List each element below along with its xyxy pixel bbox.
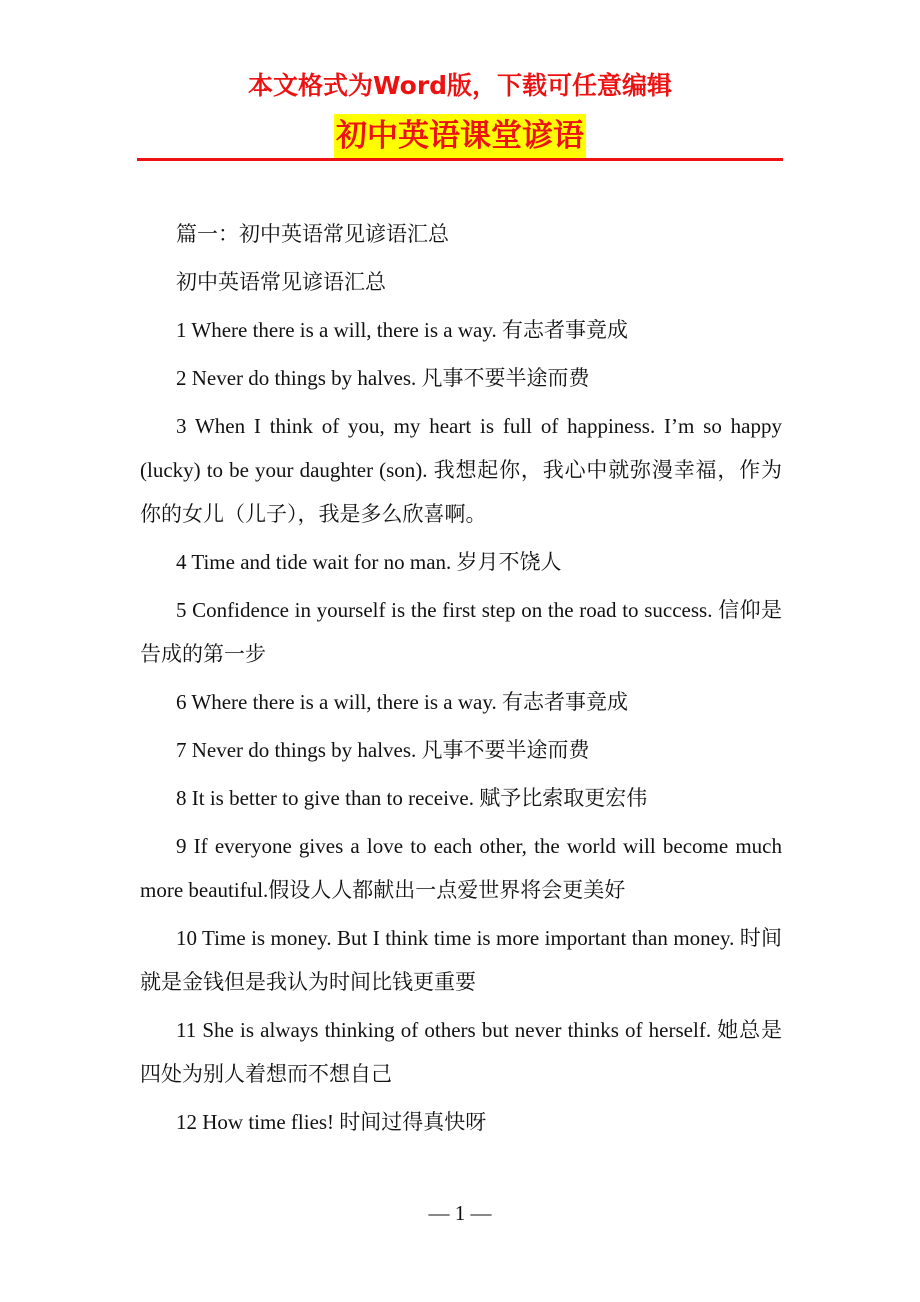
document-body xyxy=(140,212,782,1148)
proverb-item: 7 Never do things by halves. 凡事不要半途而费 xyxy=(176,738,590,762)
title-divider xyxy=(137,158,783,161)
proverb-item: 8 It is better to give than to receive. 赋予比索取更宏伟 xyxy=(176,786,648,810)
proverb-item: 1 Where there is a will, there is a way. 有志者事竟成 xyxy=(176,318,628,342)
proverb-item: 4 Time and tide wait for no man. 岁月不饶人 xyxy=(176,550,562,574)
proverb-item: 9 If everyone gives a love to each other, the world will become much more beautiful.假设人人都献出一点爱世界将会更美好 xyxy=(140,834,782,902)
proverb-item: 5 Confidence in yourself is the first step on the road to success. 信仰是告成的第一步 xyxy=(140,598,782,666)
proverb-item: 2 Never do things by halves. 凡事不要半途而费 xyxy=(176,366,590,390)
document-title: 初中英语课堂谚语 xyxy=(334,114,586,158)
title-container xyxy=(0,114,920,158)
proverb-item: 3 When I think of you, my heart is full of happiness. I’m so happy (lucky) to be your daughter (son). 我想起你，我心中就弥漫幸福，作为你的女儿（儿子），我是多么欣喜啊。 xyxy=(140,414,782,526)
proverb-item: 12 How time flies! 时间过得真快呀 xyxy=(176,1110,487,1134)
page-number: — 1 — xyxy=(428,1201,492,1225)
format-notice: 本文格式为Word版，下载可任意编辑 xyxy=(247,71,673,100)
section-heading: 篇一：初中英语常见谚语汇总 xyxy=(176,222,449,246)
proverb-item: 10 Time is money. But I think time is more important than money. 时间就是金钱但是我认为时间比钱更重要 xyxy=(140,926,782,994)
proverb-item: 6 Where there is a will, there is a way. 有志者事竟成 xyxy=(176,690,628,714)
subheading: 初中英语常见谚语汇总 xyxy=(176,270,386,294)
proverb-item: 11 She is always thinking of others but never thinks of herself. 她总是四处为别人着想而不想自己 xyxy=(140,1018,782,1086)
